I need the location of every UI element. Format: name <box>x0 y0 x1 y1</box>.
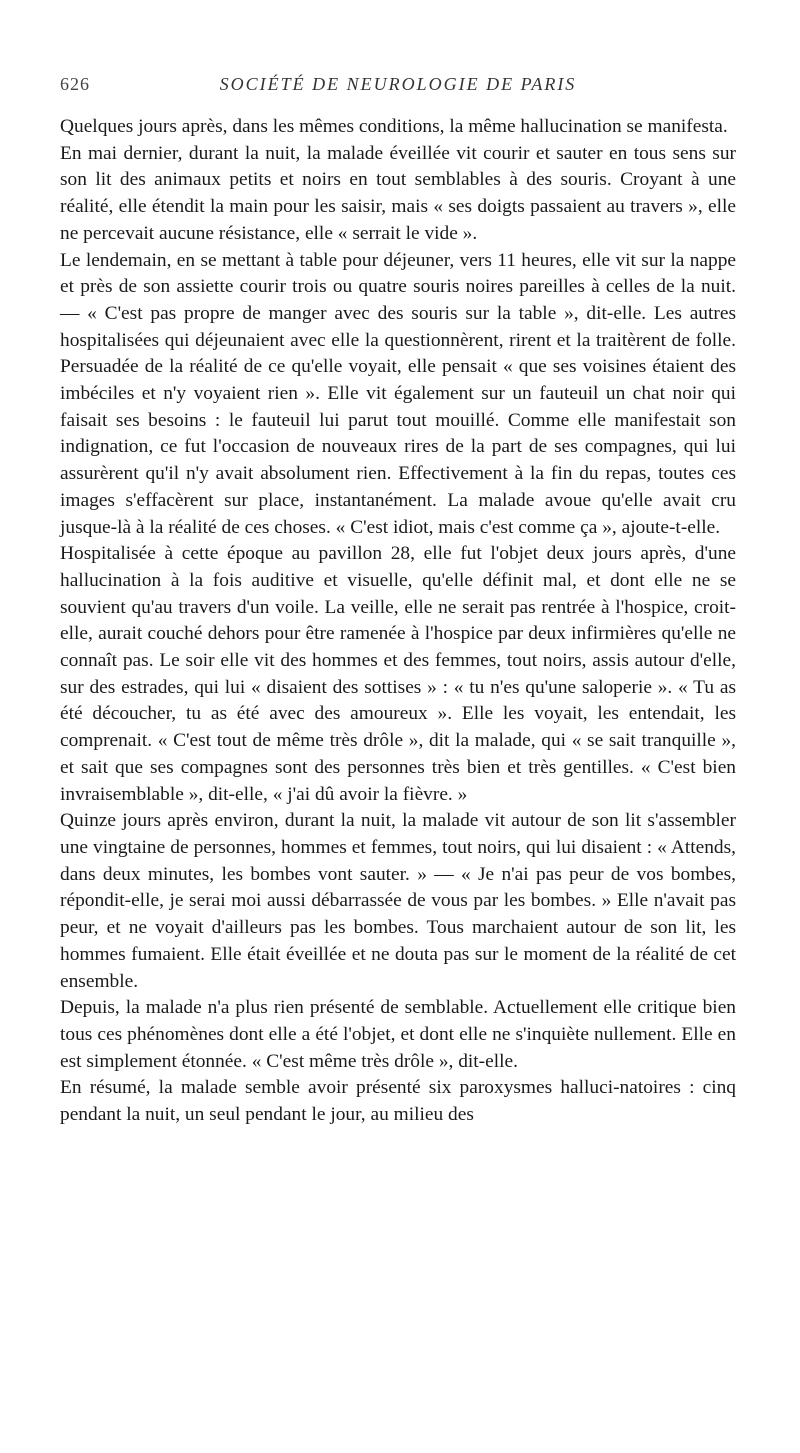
document-page <box>0 74 800 1453</box>
paragraph-2: En mai dernier, durant la nuit, la malade éveillée vit courir et sauter en tous sens sur son lit des animaux petits et noirs en tout semblables à des souris. Croyant à une réalité, elle étendit la main pour les saisir, mais « ses doigts passaient au travers », elle ne percevait aucune résistance, elle « serrait le vide ». <box>60 142 736 244</box>
page-number: 626 <box>60 74 90 94</box>
paragraph-5: Quinze jours après environ, durant la nuit, la malade vit autour de son lit s'assembler une vingtaine de personnes, hommes et femmes, tout noirs, qui lui disaient : « Attends, dans deux minutes, les bombes vont sauter. » — « Je n'ai pas peur de vos bombes, répondit-elle, je serai moi aussi débarrassée de vous par les bombes. » Elle n'avait pas peur, et ne voyait d'ailleurs pas les bombes. Tous marchaient autour de son lit, les hommes fumaient. Elle était éveillée et ne douta pas sur le moment de la réalité de cet ensemble. <box>60 810 736 992</box>
paragraph-6: Depuis, la malade n'a plus rien présenté de semblable. Actuellement elle critique bien tous ces phénomènes dont elle a été l'objet, et dont elle ne s'inquiète nullement. Elle en est simplement étonnée. « C'est même très drôle », dit-elle. <box>60 997 736 1072</box>
paragraph-4: Hospitalisée à cette époque au pavillon 28, elle fut l'objet deux jours après, d'une hallucination à la fois auditive et visuelle, qu'elle définit mal, et dont elle ne se souvient qu'au travers d'un voile. La veille, elle ne serait pas rentrée à l'hospice, croit-elle, aurait couché dehors pour être ramenée à l'hospice par deux infirmières qu'elle ne connaît pas. Le soir elle vit des hommes et des femmes, tout noirs, assis autour d'elle, sur des estrades, qui lui « disaient des sottises » : « tu n'es qu'une saloperie ». « Tu as été découcher, tu as été avec des amoureux ». Elle les voyait, les entendait, les comprenait. « C'est tout de même très drôle », dit la malade, qui « se sait tranquille », et sait que ses compagnes sont des personnes très bien et très gentilles. « C'est bien invraisemblable », dit-elle, « j'ai dû avoir la fièvre. » <box>60 543 736 805</box>
journal-title: SOCIÉTÉ DE NEUROLOGIE DE PARIS <box>219 74 577 94</box>
paragraph-3: Le lendemain, en se mettant à table pour déjeuner, vers 11 heures, elle vit sur la nappe et près de son assiette courir trois ou quatre souris noires pareilles à celles de la nuit. — « C'est pas propre de manger avec des souris sur la table », dit-elle. Les autres hospitalisées qui déjeunaient avec elle la questionnèrent, rirent et la traitèrent de folle. Persuadée de la réalité de ce qu'elle voyait, elle pensait « que ses voisines étaient des imbéciles et n'y voyaient rien ». Elle vit également sur un fauteuil un chat noir qui faisait ses besoins : le fauteuil lui parut tout mouillé. Comme elle manifestait son indignation, ce fut l'occasion de nouveaux rires de la part de ses compagnes, qui lui assurèrent qu'il n'y avait absolument rien. Effectivement à la fin du repas, toutes ces images s'effacèrent sur place, instantanément. La malade avoue qu'elle avait cru jusque-là à la réalité de ces choses. « C'est idiot, mais c'est comme ça », ajoute-t-elle. <box>60 249 736 538</box>
body-text <box>60 114 736 1129</box>
running-head <box>60 74 736 104</box>
paragraph-1: Quelques jours après, dans les mêmes conditions, la même hallucination se manifesta. <box>60 116 728 137</box>
paragraph-7: En résumé, la malade semble avoir présenté six paroxysmes halluci-natoires : cinq pendant la nuit, un seul pendant le jour, au milieu des <box>60 1077 736 1126</box>
